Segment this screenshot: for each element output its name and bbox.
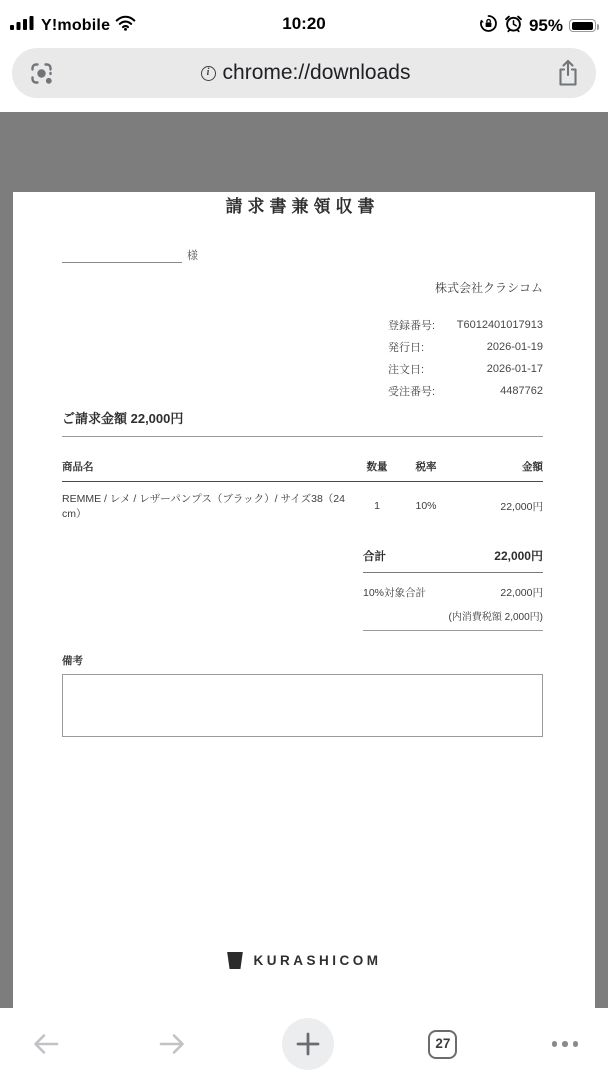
meta-label: 登録番号:	[388, 320, 436, 332]
recipient-suffix: 様	[187, 250, 198, 262]
brand-name: KURASHICOM	[253, 953, 382, 968]
remarks-label: 備考	[62, 655, 83, 667]
document-page	[13, 192, 595, 1008]
recipient-name-blank	[62, 251, 182, 263]
lens-button[interactable]	[28, 60, 55, 87]
cellular-signal-icon	[10, 15, 36, 36]
brand-footer	[13, 952, 595, 969]
total-label: 合計	[363, 551, 386, 563]
meta-row-issue-date	[388, 336, 543, 358]
table-row	[62, 482, 543, 521]
cell-amount: 22,000円	[500, 500, 543, 513]
rotation-lock-icon	[479, 14, 498, 38]
total-value: 22,000円	[494, 549, 543, 563]
url-text: chrome://downloads	[222, 61, 411, 84]
back-button[interactable]	[30, 1029, 62, 1059]
tab-switcher-button[interactable]	[428, 1030, 457, 1059]
clock: 10:20	[282, 14, 326, 33]
meta-row-registration	[388, 314, 543, 336]
cell-product-name: REMME / レメ / レザーパンプス（ブラック）/ サイズ38（24 cm）	[62, 493, 345, 520]
meta-value: 2026-01-19	[486, 341, 543, 353]
items-table-header	[62, 459, 543, 482]
meta-label: 受注番号:	[388, 386, 436, 398]
more-icon	[552, 1041, 579, 1047]
invoice-meta	[388, 314, 543, 402]
pdf-viewer[interactable]	[0, 112, 608, 1008]
carrier-label: Y!mobile	[41, 16, 111, 34]
tab-count: 27	[435, 1036, 451, 1052]
alarm-icon	[504, 14, 523, 38]
page-info-icon[interactable]: i	[201, 66, 216, 81]
battery-icon	[569, 19, 596, 32]
url-display[interactable]	[201, 61, 411, 85]
wifi-icon	[115, 15, 136, 36]
subtotal-value: 22,000円	[500, 587, 543, 599]
total-row	[363, 547, 543, 573]
subtotal-label: 10%対象合計	[363, 587, 427, 599]
cell-quantity: 1	[374, 500, 380, 512]
col-tax-rate: 税率	[415, 461, 437, 473]
meta-label: 発行日:	[388, 342, 425, 354]
status-bar-left	[10, 15, 230, 36]
col-product-name: 商品名	[62, 461, 94, 473]
col-amount: 金額	[522, 461, 543, 473]
meta-label: 注文日:	[388, 364, 425, 376]
items-table	[62, 459, 543, 521]
new-tab-button[interactable]	[282, 1018, 334, 1070]
invoice-title: 請求書兼領収書	[225, 197, 380, 216]
meta-value: 4487762	[500, 385, 543, 397]
tax-note: (内消費税額 2,000円)	[363, 608, 543, 631]
address-bar-container	[0, 45, 608, 112]
meta-value: T6012401017913	[456, 319, 543, 331]
forward-button[interactable]	[156, 1029, 188, 1059]
share-button[interactable]	[556, 58, 580, 88]
amount-due: ご請求金額 22,000円	[62, 408, 543, 437]
address-bar[interactable]	[12, 48, 596, 98]
status-bar-right	[376, 14, 596, 38]
battery-percent: 95%	[528, 15, 563, 35]
bottom-toolbar	[0, 1008, 608, 1080]
meta-row-order-date	[388, 358, 543, 380]
subtotal-row	[363, 585, 543, 600]
remarks-box	[62, 674, 543, 737]
recipient-line	[62, 247, 543, 263]
col-quantity: 数量	[366, 461, 388, 473]
cell-tax-rate: 10%	[415, 500, 437, 512]
totals-block	[363, 547, 543, 631]
meta-value: 2026-01-17	[486, 363, 543, 375]
kurashicom-logo-icon	[227, 952, 244, 969]
more-menu-button[interactable]	[552, 1041, 579, 1047]
issuer-company: 株式会社クラシコム	[434, 281, 543, 295]
status-bar	[0, 0, 608, 45]
meta-row-order-number	[388, 380, 543, 402]
